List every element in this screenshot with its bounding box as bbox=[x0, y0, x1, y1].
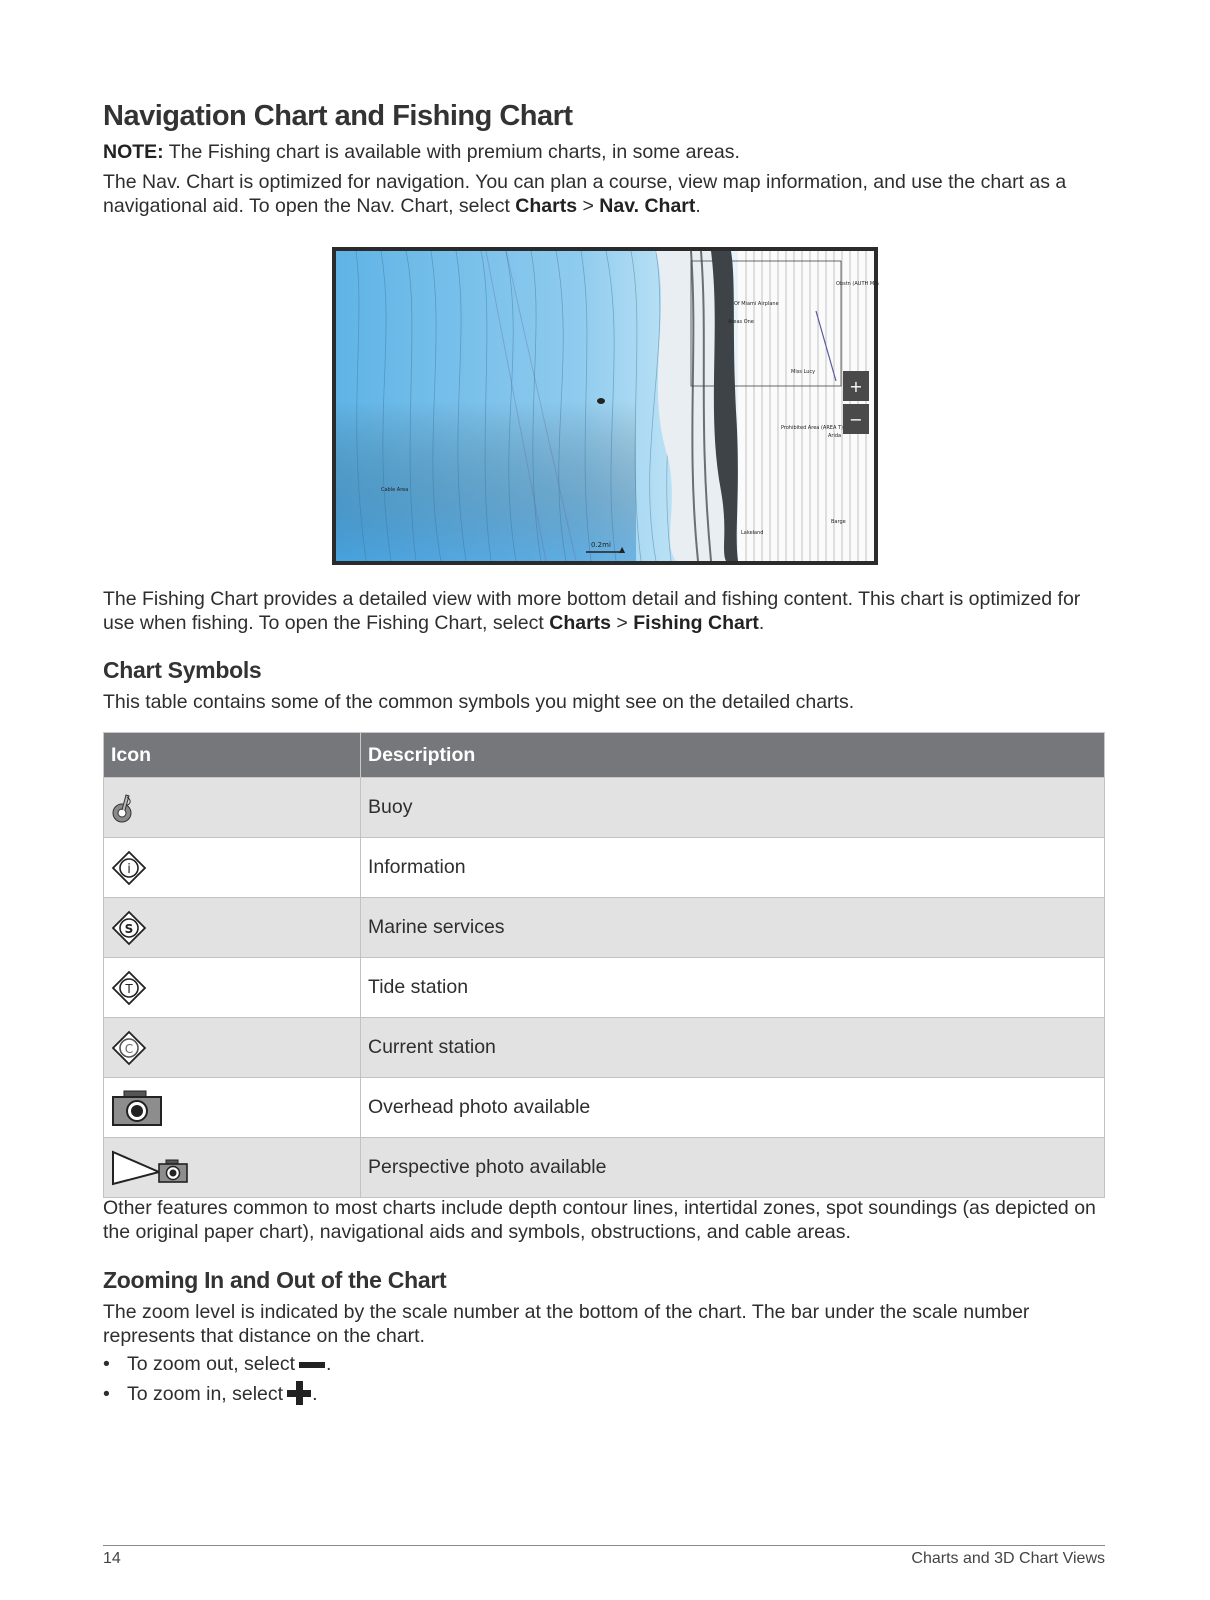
icon-cell bbox=[104, 898, 361, 958]
marine-services-icon bbox=[111, 910, 147, 946]
table-row bbox=[104, 838, 1105, 898]
table-row bbox=[104, 1138, 1105, 1198]
map-label-obstn: Obstn (AUTH Min bbox=[836, 281, 879, 287]
zoom-out-text: To zoom out, select bbox=[127, 1353, 295, 1375]
charts-menu-term: Charts bbox=[515, 195, 578, 217]
information-icon bbox=[111, 850, 147, 886]
icon-cell bbox=[104, 958, 361, 1018]
period: . bbox=[695, 195, 701, 217]
note-label: NOTE: bbox=[103, 141, 164, 163]
map-label-prohibited-area: Prohibited Area (AREA T) bbox=[781, 425, 843, 431]
nav-chart-text: The Nav. Chart is optimized for navigation. You can plan a course, view map information, and use the chart as a navigational aid. To open the Nav. Chart, select bbox=[103, 171, 1067, 217]
icon-cell bbox=[104, 1018, 361, 1078]
chart-features-paragraph: Other features common to most charts include depth contour lines, intertidal zones, spot soundings (as depicted on the original paper chart), navigational aids and symbols, obstructions, and cable areas. bbox=[103, 1197, 1096, 1243]
nav-chart-menu-term: Nav. Chart bbox=[599, 195, 696, 217]
section-title-zooming: Zooming In and Out of the Chart bbox=[103, 1267, 447, 1293]
map-label-miami-airplane: Of Miami Airplane bbox=[734, 301, 779, 307]
map-label-barge: Barge bbox=[831, 519, 846, 525]
list-item-zoom-out bbox=[103, 1349, 1105, 1379]
description-cell: Tide station bbox=[361, 958, 1105, 1018]
svg-text:C: C bbox=[124, 1041, 134, 1056]
list-item-zoom-in bbox=[103, 1379, 1105, 1409]
fishing-chart-text: The Fishing Chart provides a detailed view with more bottom detail and fishing content. This chart is optimized for use when fishing. To open the Fishing Chart, select bbox=[103, 588, 1081, 634]
map-label-arida: Arida bbox=[828, 433, 842, 439]
description-cell: Overhead photo available bbox=[361, 1078, 1105, 1138]
map-label-lakeland: Lakeland bbox=[741, 530, 764, 536]
column-header-icon: Icon bbox=[104, 733, 361, 778]
icon-cell bbox=[104, 778, 361, 838]
table-row bbox=[104, 898, 1105, 958]
north-arrow-icon: ▲ bbox=[619, 545, 626, 554]
menu-separator: > bbox=[577, 195, 600, 217]
tide-station-icon bbox=[111, 970, 147, 1006]
description-cell: Current station bbox=[361, 1018, 1105, 1078]
wreck-symbol-icon bbox=[597, 398, 605, 404]
chart-symbols-intro: This table contains some of the common symbols you might see on the detailed charts. bbox=[103, 691, 855, 713]
zoom-instructions-list bbox=[103, 1349, 1105, 1409]
icon-cell bbox=[104, 1078, 361, 1138]
description-cell: Information bbox=[361, 838, 1105, 898]
plus-icon bbox=[287, 1381, 311, 1405]
current-station-icon bbox=[111, 1030, 147, 1066]
svg-text:i: i bbox=[127, 861, 131, 877]
zoom-intro-paragraph: The zoom level is indicated by the scale number at the bottom of the chart. The bar under the scale number represents that distance on the chart. bbox=[103, 1301, 1030, 1347]
zoom-in-glyph: + bbox=[849, 377, 863, 396]
description-cell: Perspective photo available bbox=[361, 1138, 1105, 1198]
buoy-icon bbox=[111, 793, 135, 823]
charts-menu-term: Charts bbox=[549, 612, 612, 634]
description-cell: Marine services bbox=[361, 898, 1105, 958]
map-zoom-out-button[interactable] bbox=[843, 404, 869, 434]
table-header-row bbox=[104, 733, 1105, 778]
note-text: The Fishing chart is available with premium charts, in some areas. bbox=[163, 141, 740, 163]
period: . bbox=[758, 612, 765, 634]
table-row bbox=[104, 1018, 1105, 1078]
footer-divider bbox=[103, 1545, 1105, 1546]
map-label-areas-one: Areas One bbox=[728, 319, 754, 325]
table-row bbox=[104, 1078, 1105, 1138]
fishing-chart-paragraph bbox=[103, 587, 1105, 635]
map-label-cable-area: Cable Area bbox=[381, 487, 409, 493]
chart-symbols-table bbox=[103, 732, 1105, 1198]
table-row bbox=[104, 778, 1105, 838]
section-title-navigation-chart: Navigation Chart and Fishing Chart bbox=[103, 100, 573, 132]
nav-chart-map bbox=[336, 251, 879, 561]
period: . bbox=[326, 1353, 332, 1375]
description-cell: Buoy bbox=[361, 778, 1105, 838]
map-zoom-in-button[interactable] bbox=[843, 371, 869, 401]
nav-chart-image bbox=[332, 247, 878, 565]
svg-text:T: T bbox=[125, 981, 133, 996]
nav-chart-paragraph bbox=[103, 170, 1105, 218]
map-scale-label: 0.2mi bbox=[591, 541, 611, 549]
footer-section-name: Charts and 3D Chart Views bbox=[911, 1550, 1105, 1567]
table-row bbox=[104, 958, 1105, 1018]
svg-text:S: S bbox=[124, 921, 134, 936]
column-header-description: Description bbox=[361, 733, 1105, 778]
icon-cell bbox=[104, 1138, 361, 1198]
period: . bbox=[312, 1383, 318, 1405]
fishing-chart-menu-term: Fishing Chart bbox=[633, 612, 759, 634]
bullet: • bbox=[103, 1383, 110, 1405]
icon-cell bbox=[104, 838, 361, 898]
perspective-photo-icon bbox=[111, 1150, 191, 1186]
menu-separator: > bbox=[611, 612, 634, 634]
section-title-chart-symbols: Chart Symbols bbox=[103, 657, 262, 683]
note-paragraph bbox=[103, 140, 1105, 164]
bullet: • bbox=[103, 1353, 110, 1375]
zoom-out-glyph: − bbox=[849, 410, 863, 429]
zoom-in-text: To zoom in, select bbox=[127, 1383, 284, 1405]
page-number: 14 bbox=[103, 1550, 121, 1567]
overhead-photo-icon bbox=[111, 1089, 163, 1127]
minus-icon bbox=[299, 1362, 325, 1368]
map-label-miss-lucy: Miss Lucy bbox=[791, 369, 816, 375]
